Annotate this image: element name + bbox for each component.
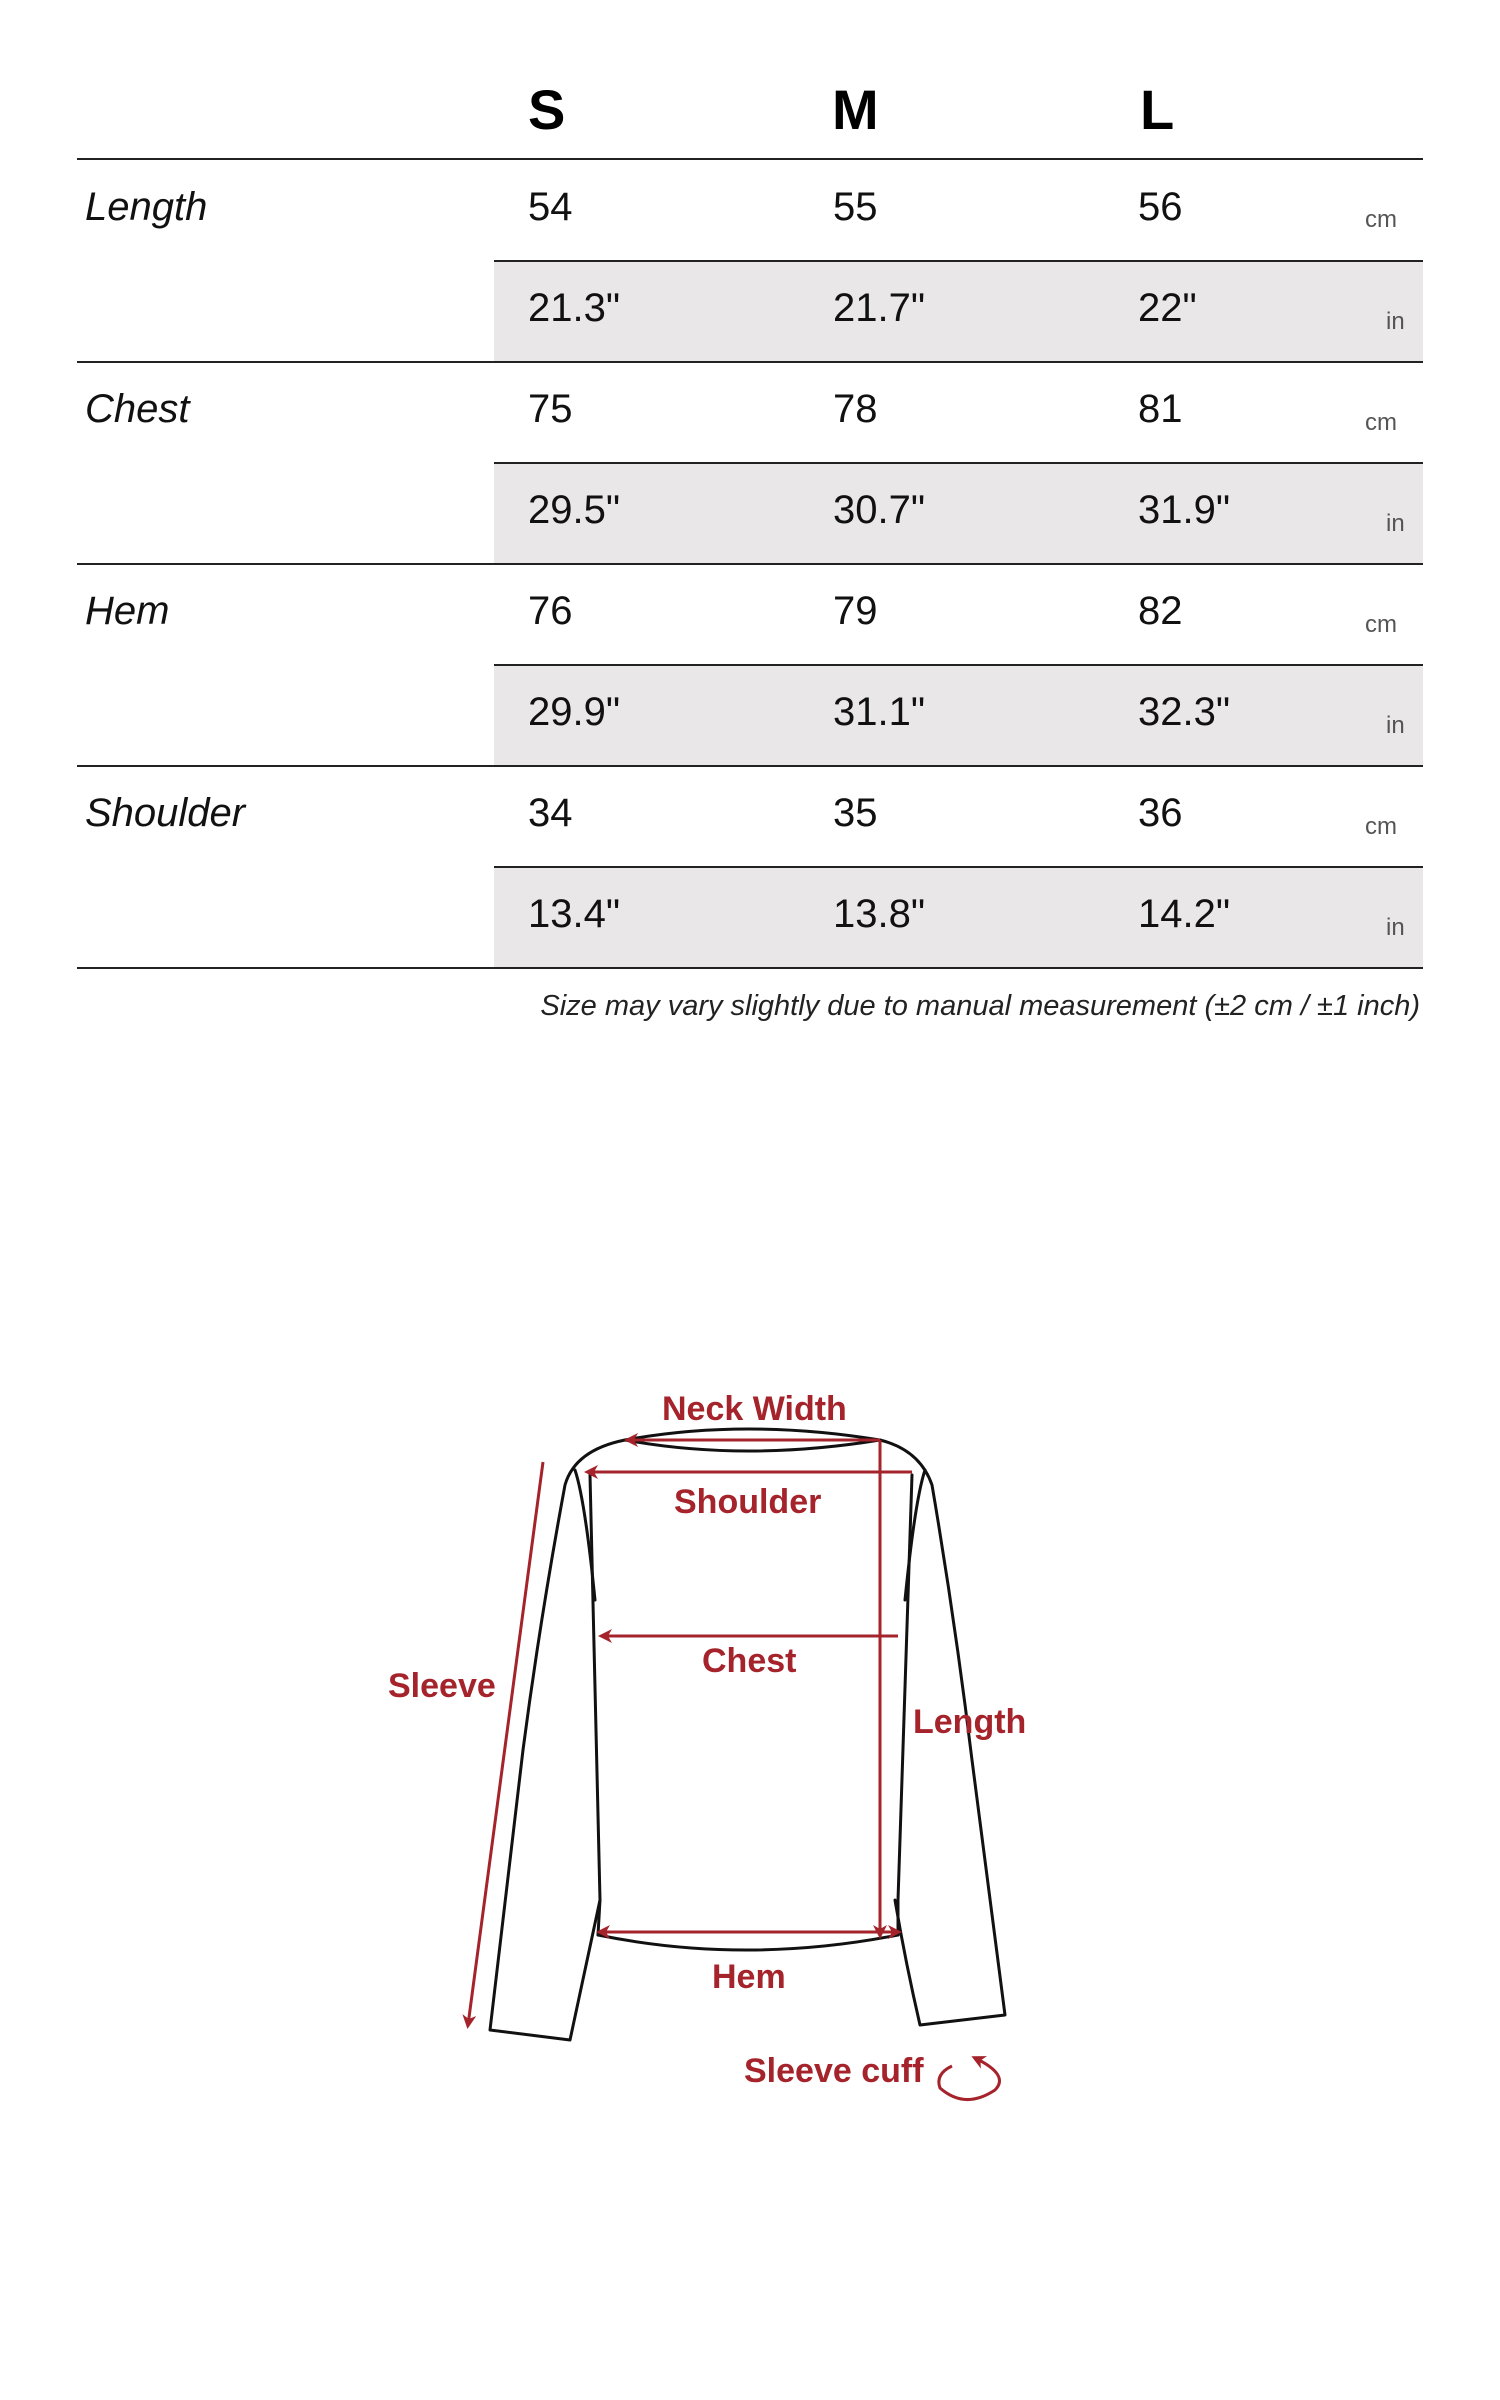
- hem-in-l: 32.3": [1138, 690, 1231, 734]
- measurement-arrows: [468, 1440, 1000, 2100]
- right-armhole: [905, 1470, 925, 1600]
- label-chest: Chest: [702, 1642, 797, 1680]
- label-shoulder: Shoulder: [674, 1483, 822, 1521]
- length-cm-m: 55: [833, 185, 878, 229]
- shoulder-cm-l: 36: [1138, 791, 1183, 835]
- label-hem: Hem: [712, 1958, 786, 1996]
- row-label-chest: Chest: [85, 387, 190, 431]
- collar-top: [625, 1429, 880, 1440]
- chest-in-s: 29.5": [528, 488, 621, 532]
- left-body-side: [590, 1475, 600, 1935]
- chest-cm-m: 78: [833, 387, 878, 431]
- shoulder-cm-m: 35: [833, 791, 878, 835]
- shoulder-unit-in: in: [1386, 914, 1405, 941]
- length-unit-cm: cm: [1365, 206, 1397, 233]
- label-sleeve: Sleeve: [388, 1667, 496, 1705]
- size-header-l: L: [1140, 78, 1175, 141]
- size-header-m: M: [832, 78, 879, 141]
- hem-unit-cm: cm: [1365, 611, 1397, 638]
- hem-cm-l: 82: [1138, 589, 1183, 633]
- row-label-length: Length: [85, 185, 208, 229]
- chest-cm-s: 75: [528, 387, 573, 431]
- length-in-s: 21.3": [528, 286, 621, 330]
- hem-in-s: 29.9": [528, 690, 621, 734]
- row-label-shoulder: Shoulder: [85, 791, 246, 835]
- chest-cm-l: 81: [1138, 387, 1183, 431]
- hem-in-m: 31.1": [833, 690, 926, 734]
- measurement-note: Size may vary slightly due to manual measurement (±2 cm / ±1 inch): [540, 990, 1420, 1022]
- left-sleeve: [490, 1440, 625, 2040]
- label-neck-width: Neck Width: [662, 1390, 847, 1428]
- hem-cm-s: 76: [528, 589, 573, 633]
- length-cm-s: 54: [528, 185, 573, 229]
- collar-bottom: [625, 1440, 880, 1451]
- row-label-hem: Hem: [85, 589, 170, 633]
- chest-in-m: 30.7": [833, 488, 926, 532]
- chest-unit-in: in: [1386, 510, 1405, 537]
- shoulder-in-s: 13.4": [528, 892, 621, 936]
- label-length: Length: [913, 1703, 1027, 1741]
- shoulder-unit-cm: cm: [1365, 813, 1397, 840]
- sleeve-arrow: [468, 1462, 543, 2025]
- shoulder-cm-s: 34: [528, 791, 573, 835]
- hem-cm-m: 79: [833, 589, 878, 633]
- length-in-m: 21.7": [833, 286, 926, 330]
- hem-unit-in: in: [1386, 712, 1405, 739]
- size-header-s: S: [528, 78, 566, 141]
- hem-line: [598, 1935, 898, 1950]
- chest-in-l: 31.9": [1138, 488, 1231, 532]
- length-in-l: 22": [1138, 286, 1197, 330]
- label-sleeve-cuff: Sleeve cuff: [744, 2052, 924, 2090]
- chest-unit-cm: cm: [1365, 409, 1397, 436]
- sleeve-cuff-arrow: [939, 2058, 1000, 2100]
- shoulder-in-m: 13.8": [833, 892, 926, 936]
- shoulder-in-l: 14.2": [1138, 892, 1231, 936]
- length-unit-in: in: [1386, 308, 1405, 335]
- length-cm-l: 56: [1138, 185, 1183, 229]
